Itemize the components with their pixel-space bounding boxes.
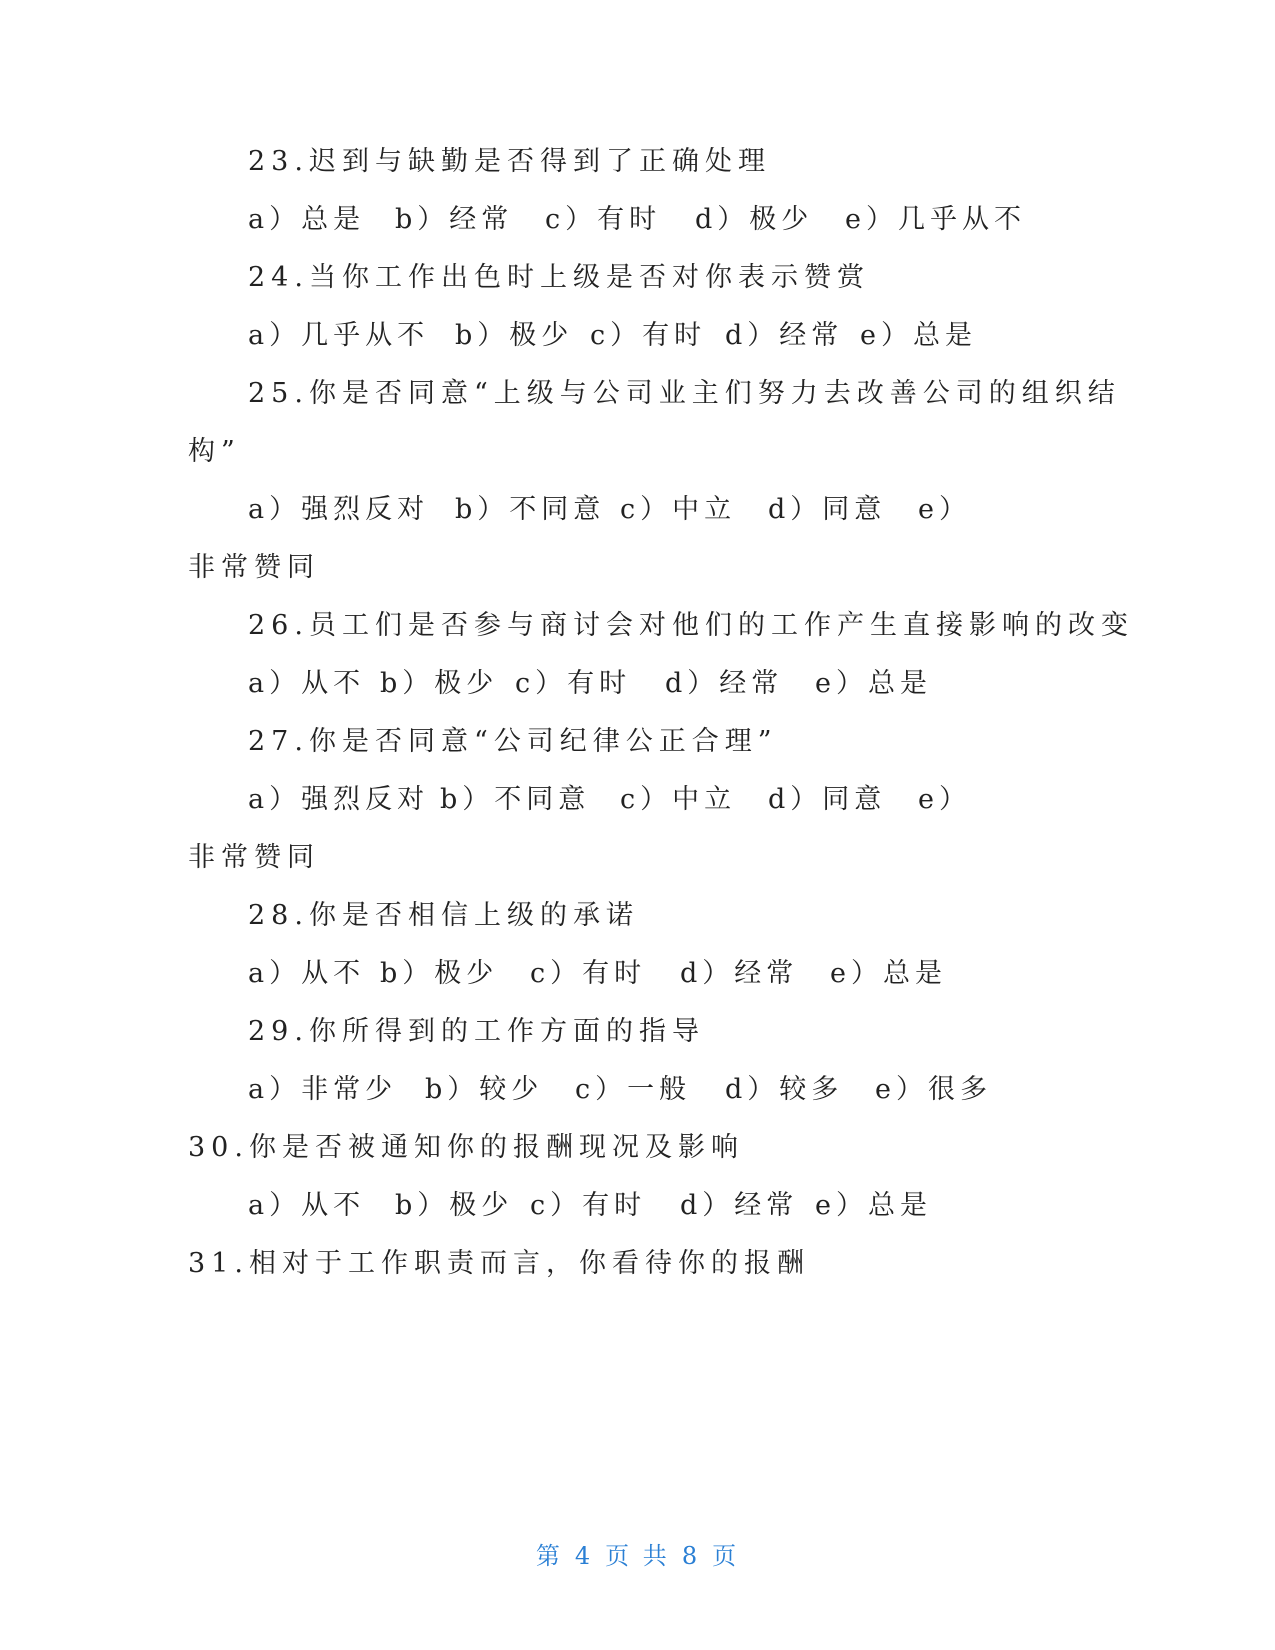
option: b）极少 <box>380 668 499 699</box>
question-text: 26.员工们是否参与商讨会对他们的工作产生直接影响的改变 <box>248 610 1134 641</box>
option: b）极少 <box>395 1190 514 1221</box>
option: b）极少 <box>455 320 574 351</box>
option: a）强烈反对 <box>248 784 430 815</box>
footer-suffix: 页 <box>712 1542 740 1570</box>
option: a）从不 <box>248 1190 366 1221</box>
option: e）总是 <box>815 1190 932 1221</box>
option: e）几乎从不 <box>845 204 1026 235</box>
footer-prefix: 第 <box>535 1542 563 1570</box>
page-total: 8 <box>681 1542 701 1570</box>
option-wrap: 非常赞同 <box>188 842 320 873</box>
option: b）不同意 <box>440 784 591 815</box>
option: c）有时 <box>530 1190 647 1221</box>
option: e） <box>918 784 971 815</box>
question-text: 25.你是否同意“上级与公司业主们努力去改善公司的组织结 <box>248 378 1121 409</box>
question-text: 31.相对于工作职责而言，你看待你的报酬 <box>188 1248 810 1279</box>
option: c）一般 <box>575 1074 692 1105</box>
option: b）较少 <box>425 1074 544 1105</box>
page-footer <box>0 1536 1275 1571</box>
option: c）中立 <box>620 494 737 525</box>
option: c）有时 <box>590 320 707 351</box>
option: d）经常 <box>665 668 784 699</box>
option: d）经常 <box>725 320 844 351</box>
question-text: 23.迟到与缺勤是否得到了正确处理 <box>248 146 771 177</box>
question-text: 27.你是否同意“公司纪律公正合理” <box>248 726 778 757</box>
option: a）几乎从不 <box>248 320 430 351</box>
option: b）极少 <box>380 958 499 989</box>
option: e）总是 <box>830 958 947 989</box>
option: d）极少 <box>695 204 814 235</box>
option: e） <box>918 494 971 525</box>
option: d）经常 <box>680 958 799 989</box>
option: a）总是 <box>248 204 366 235</box>
option: c）有时 <box>515 668 632 699</box>
option: a）非常少 <box>248 1074 398 1105</box>
option: e）总是 <box>815 668 932 699</box>
option: c）有时 <box>545 204 662 235</box>
footer-mid: 页 共 <box>605 1542 670 1570</box>
question-text-wrap: 构” <box>188 436 241 467</box>
page-number: 4 <box>574 1542 594 1570</box>
option: d）同意 <box>768 494 887 525</box>
question-text: 30.你是否被通知你的报酬现况及影响 <box>188 1132 744 1163</box>
option: a）从不 <box>248 958 366 989</box>
option: b）不同意 <box>455 494 606 525</box>
question-text: 28.你是否相信上级的承诺 <box>248 900 639 931</box>
option: e）总是 <box>860 320 977 351</box>
option: c）有时 <box>530 958 647 989</box>
option: d）较多 <box>725 1074 844 1105</box>
question-text: 24.当你工作出色时上级是否对你表示赞赏 <box>248 262 870 293</box>
option: a）从不 <box>248 668 366 699</box>
option: b）经常 <box>395 204 514 235</box>
option: a）强烈反对 <box>248 494 430 525</box>
option: d）同意 <box>768 784 887 815</box>
option: c）中立 <box>620 784 737 815</box>
option-wrap: 非常赞同 <box>188 552 320 583</box>
option: e）很多 <box>875 1074 992 1105</box>
option: d）经常 <box>680 1190 799 1221</box>
question-text: 29.你所得到的工作方面的指导 <box>248 1016 705 1047</box>
